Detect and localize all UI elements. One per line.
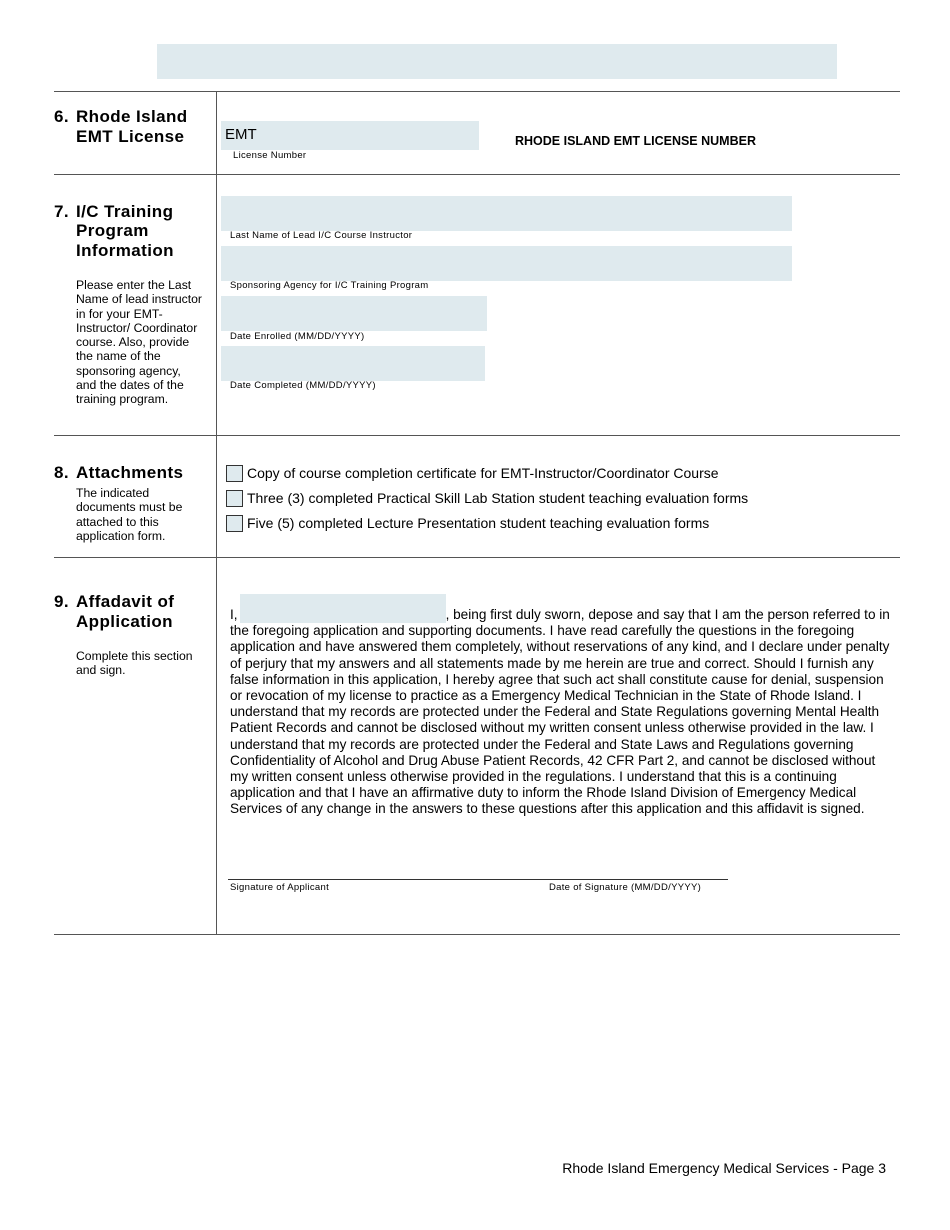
date-enrolled-caption: Date Enrolled (MM/DD/YYYY) — [230, 331, 365, 342]
affidavit-prefix: I, — [230, 607, 238, 622]
applicant-name-field[interactable] — [240, 594, 446, 623]
section-number: 7. — [54, 202, 69, 221]
license-number-field[interactable] — [221, 121, 479, 150]
section-description: Please enter the Last Name of lead instructor in for your EMT-Instructor/ Coordinator course. Also, provide the name of the sponsoring agency, and the dates of the training program. — [76, 278, 202, 407]
attachment-checkbox[interactable] — [226, 465, 243, 482]
license-number-caption: License Number — [233, 150, 307, 161]
divider — [54, 557, 900, 558]
signature-line[interactable] — [228, 879, 728, 880]
divider — [54, 174, 900, 175]
section-description: Complete this section and sign. — [76, 649, 193, 678]
date-completed-field[interactable] — [221, 346, 485, 381]
section-title-line2: Application — [76, 612, 173, 631]
license-number-heading: RHODE ISLAND EMT LICENSE NUMBER — [515, 134, 756, 148]
section-number: 9. — [54, 592, 69, 611]
affidavit-body: , being first duly sworn, depose and say that I am the person referred to in the foregoing application and supporting documents. I have read carefully the questions in the foregoing application and have answered them completely, without reservations of any kind, and I declare under penalty of perjury that my answers and all statements made by me herein are true and correct. Should I furnish any false information in this application, I hereby agree that such act shall constitute cause for denial, suspension or revocation of my license to practice as a Emergency Medical Technician in the State of Rhode Island. I understand that my records are protected under the Federal and State Regulations governing Mental Health Patient Records and cannot be disclosed without my written consent unless otherwise provided in the law. I understand that my records are protected under the Federal and State Laws and Regulations governing Confidentiality of Alcohol and Drug Abuse Patient Records, 42 CFR Part 2, and cannot be disclosed without my written consent unless otherwise provided in the regulations. I understand that this is a continuing application and that I have an affirmative duty to inform the Rhode Island Division of Emergency Medical Services of any change in the answers to these questions after this application and this affidavit is signed. — [230, 607, 890, 817]
section-title-line2: Program — [76, 221, 149, 240]
section-title-line1: Rhode Island — [76, 107, 188, 126]
top-banner-field[interactable] — [157, 44, 837, 79]
section-title-line3: Information — [76, 241, 174, 260]
signature-date-caption: Date of Signature (MM/DD/YYYY) — [549, 882, 702, 893]
divider — [54, 934, 900, 935]
attachment-label: Copy of course completion certificate for EMT-Instructor/Coordinator Course — [247, 465, 719, 481]
instructor-last-name-field[interactable] — [221, 196, 792, 231]
instructor-last-name-caption: Last Name of Lead I/C Course Instructor — [230, 230, 413, 241]
section-description: The indicated documents must be attached to this application form. — [76, 486, 183, 543]
date-enrolled-field[interactable] — [221, 296, 487, 331]
affidavit-text — [230, 594, 890, 818]
section-number: 6. — [54, 107, 69, 126]
section-title: Attachments — [76, 463, 184, 482]
section-title-line1: I/C Training — [76, 202, 174, 221]
sponsoring-agency-field[interactable] — [221, 246, 792, 281]
section-title-line2: EMT License — [76, 127, 185, 146]
date-completed-caption: Date Completed (MM/DD/YYYY) — [230, 380, 376, 391]
attachment-checkbox[interactable] — [226, 515, 243, 532]
section-title-line1: Affadavit of — [76, 592, 175, 611]
signature-caption: Signature of Applicant — [230, 882, 330, 893]
section-number: 8. — [54, 463, 69, 482]
attachment-label: Five (5) completed Lecture Presentation student teaching evaluation forms — [247, 515, 710, 531]
license-number-value: EMT — [225, 126, 257, 143]
divider — [54, 435, 900, 436]
attachment-checkbox[interactable] — [226, 490, 243, 507]
attachment-label: Three (3) completed Practical Skill Lab Station student teaching evaluation forms — [247, 490, 749, 506]
divider — [54, 91, 900, 92]
page-footer: Rhode Island Emergency Medical Services - Page 3 — [562, 1160, 886, 1176]
sponsoring-agency-caption: Sponsoring Agency for I/C Training Program — [230, 280, 429, 291]
column-divider — [216, 92, 217, 935]
